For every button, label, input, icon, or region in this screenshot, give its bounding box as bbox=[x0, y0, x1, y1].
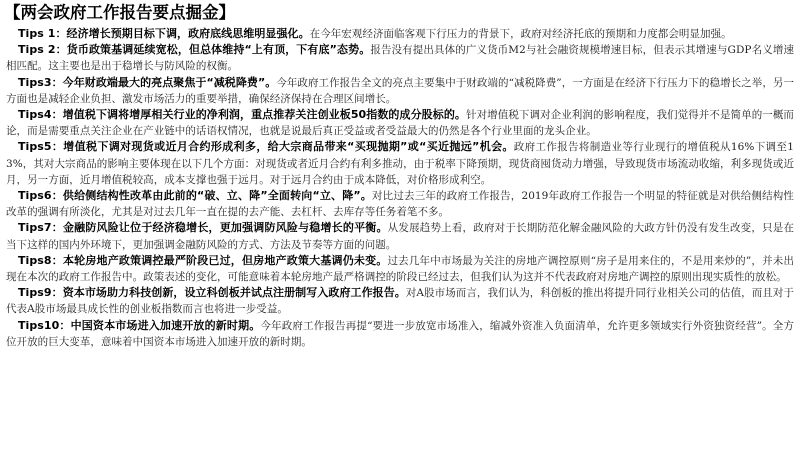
tip-body: 对比过去三年的政府工作报告，2019年政府工作报告一个明显的特征就是对供给侧结构性改革的强调有所淡化，尤其是对过去几年一直在提的去产能、去杠杆、去库存等任务着笔不多。 bbox=[6, 190, 794, 219]
tip-headline: 本轮房地产政策调控最严阶段已过，但房地产政策大基调仍未变。 bbox=[62, 253, 388, 267]
tip-label: Tips3： bbox=[18, 75, 63, 89]
tip-label: Tips5： bbox=[18, 140, 64, 154]
tip-headline: 资本市场助力科技创新，设立科创板并试点注册制写入政府工作报告。 bbox=[62, 286, 406, 300]
tip-10 bbox=[6, 318, 794, 350]
tip-body: 今年政府工作报告再提“要进一步放宽市场准入，缩减外资准入负面清单，允许更多领域实行外资独资经营”。全方位开放的巨大变革，意味着中国资本市场进入加速开放的新时期。 bbox=[6, 319, 794, 348]
tip-headline: 货币政策基调延续宽松，但总体维持“上有顶，下有底”态势。 bbox=[66, 43, 371, 57]
tip-body: 从发展趋势上看，政府对于长期防范化解金融风险的大政方针仍没有发生改变，只是在当下这样的国内外环境下，更加强调金融防风险的方式、方法及节奏等方面的问题。 bbox=[6, 222, 795, 251]
tip-label: Tips6： bbox=[18, 189, 63, 203]
tip-label: Tips 1： bbox=[18, 27, 67, 40]
tip-headline: 中国资本市场进入加速开放的新时期。 bbox=[70, 318, 261, 332]
tip-9 bbox=[6, 285, 794, 317]
tip-label: Tips10： bbox=[18, 318, 71, 332]
tip-6 bbox=[6, 188, 794, 220]
tip-headline: 增值税下调对现货或近月合约形成利多，给大宗商品带来“买现抛期”或“买近抛远”机会。 bbox=[63, 140, 514, 154]
tip-label: Tips7： bbox=[18, 221, 63, 235]
tip-7 bbox=[6, 220, 794, 252]
tip-body: 报告没有提出具体的广义货币M2与社会融资规模增速目标，但表示其增速与GDP名义增速相匹配。这主要也是出于稳增长与防风险的权衡。 bbox=[6, 44, 794, 73]
document-title: 【两会政府工作报告要点掘金】 bbox=[4, 3, 235, 22]
tip-8 bbox=[6, 253, 794, 285]
tip-body: 过去几年中市场最为关注的房地产调控原则“房子是用来住的，不是用来炒的”，并未出现在本次的政府工作报告中。政策表述的变化，可能意味着本轮房地产最严格调控的阶段已经过去，但我们认为这并不代表政府对房地产调控的原则出现实质性的放松。 bbox=[6, 254, 794, 284]
tip-4 bbox=[6, 107, 794, 139]
tip-body: 在今年宏观经济面临客观下行压力的背景下，政府对经济托底的预期和力度都会明显加强。 bbox=[309, 28, 732, 40]
tip-headline: 金融防风险让位于经济稳增长，更加强调防风险与稳增长的平衡。 bbox=[62, 221, 388, 235]
tip-label: Tips4： bbox=[18, 108, 63, 122]
tip-body: 政府工作报告将制造业等行业现行的增值税从16%下调至13%，其对大宗商品的影响主要体现在以下几个方面：对现货或者近月合约有利多推动，由于税率下降预期，现货商囤货动力增强，导致现货市场流动收缩，利多现货或近月，另一方面，近月增值税较高，成本支撑也强于远月。对于远月合约由于成本降低，对价格形成利空。 bbox=[6, 141, 794, 186]
tip-headline: 今年财政端最大的亮点聚焦于“减税降费”。 bbox=[62, 75, 277, 89]
tip-headline: 增值税下调将增厚相关行业的净利润，重点推荐关注创业板50指数的成分股标的。 bbox=[62, 108, 466, 122]
tip-headline: 经济增长预期目标下调，政府底线思维明显强化。 bbox=[66, 27, 310, 40]
tip-body: 今年政府工作报告全文的亮点主要集中于财政端的“减税降费”，一方面是在经济下行压力下的稳增长之举，另一方面也是减轻企业负担、激发市场活力的重要举措，确保经济保持在合理区间增长。 bbox=[6, 76, 794, 105]
tip-5 bbox=[6, 139, 794, 188]
tip-3 bbox=[6, 75, 794, 107]
tip-body: 对A股市场而言，我们认为，科创板的推出将提升同行业相关公司的估值，而且对于代表A股市场最具成长性的创业板指数而言也将进一步受益。 bbox=[6, 287, 794, 316]
tip-label: Tips 2： bbox=[18, 43, 67, 57]
tip-2 bbox=[6, 42, 794, 74]
tip-label: Tips9： bbox=[18, 286, 63, 300]
tip-label: Tips8： bbox=[18, 253, 63, 267]
tip-1 bbox=[6, 26, 794, 42]
tip-headline: 供给侧结构性改革由此前的“破、立、降”全面转向“立、降”。 bbox=[62, 189, 372, 203]
tip-body: 针对增值税下调对企业利润的影响程度，我们觉得并不是简单的一概而论，而是需要重点关注企业在产业链中的话语权情况，也就是说最后真正受益或者受益最大的仍然是各个行业里面的龙头企业。 bbox=[6, 109, 794, 138]
